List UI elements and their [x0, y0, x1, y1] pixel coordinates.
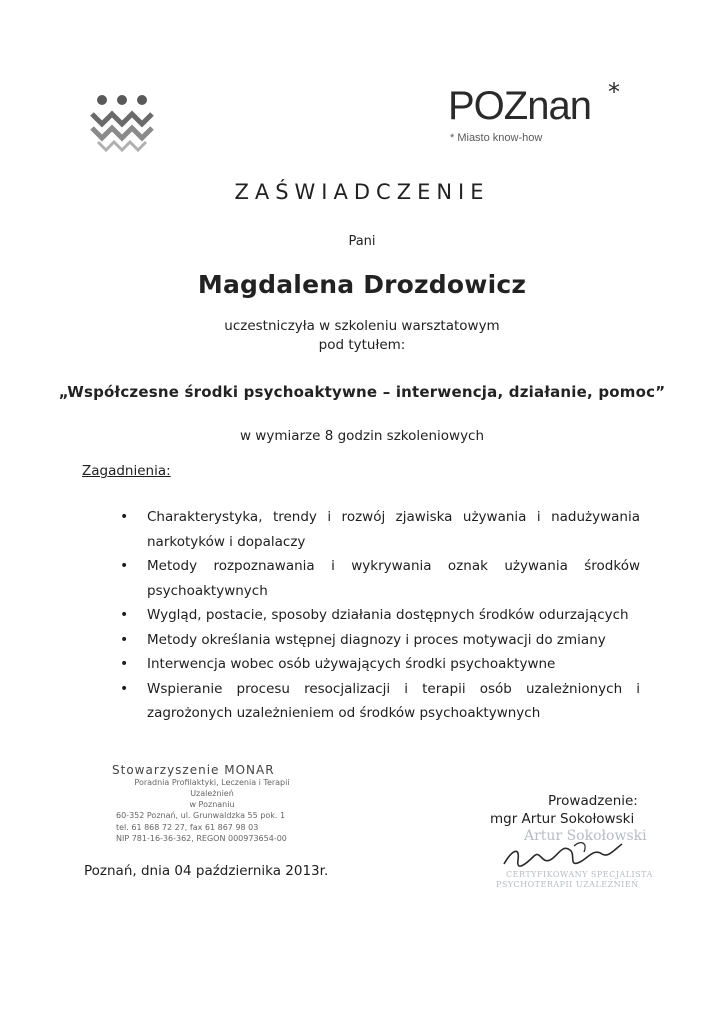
- list-item: • Metody określania wstępnej diagnozy i proces motywacji do zmiany: [120, 628, 640, 653]
- document-title: ZAŚWIADCZENIE: [234, 180, 490, 204]
- topics-heading: Zagadnienia:: [82, 463, 171, 479]
- stamp-certification-2: PSYCHOTERAPII UZALEŻNIEŃ: [496, 880, 639, 889]
- organization-logo-icon: [88, 92, 156, 152]
- participation-text: [0, 317, 724, 355]
- list-item: • Wspieranie procesu resocjalizacji i terapii osób uzależnionych i zagrożonych uzależnieniem od środków psychoaktywnych: [120, 677, 640, 726]
- city-slogan: * Miasto know-how: [450, 132, 543, 144]
- stamp-line-2: w Poznaniu: [189, 800, 235, 809]
- topics-list: [120, 505, 640, 726]
- issue-date: Poznań, dnia 04 października 2013r.: [84, 863, 329, 879]
- city-logo: [440, 80, 640, 150]
- stamp-line-5: NIP 781-16-36-362, REGON 000973654-00: [116, 834, 287, 843]
- stamp-line-1: Poradnia Profilaktyki, Leczenia i Terapii Uzależnień: [134, 778, 290, 798]
- city-name: POZnan: [448, 84, 591, 128]
- list-item: • Wygląd, postacie, sposoby działania dostępnych środków odurzających: [120, 603, 640, 628]
- list-item: • Interwencja wobec osób używających środki psychoaktywne: [120, 652, 640, 677]
- stamp-line-4: tel. 61 868 72 27, fax 61 867 98 03: [116, 822, 259, 832]
- course-title: „Współczesne środki psychoaktywne – interwencja, działanie, pomoc”: [58, 383, 666, 401]
- stamp-signer-name: Artur Sokołowski: [524, 828, 647, 844]
- city-star-icon: *: [608, 78, 620, 106]
- training-hours: w wymiarze 8 godzin szkoleniowych: [239, 428, 485, 444]
- leader-label: Prowadzenie:: [548, 793, 638, 809]
- signature-stamp: [484, 820, 664, 898]
- leader-name: mgr Artur Sokołowski: [490, 811, 635, 827]
- list-item: • Charakterystyka, trendy i rozwój zjawiska używania i nadużywania narkotyków i dopalaczy: [120, 505, 640, 554]
- list-item: • Metody rozpoznawania i wykrywania oznak używania środków psychoaktywnych: [120, 554, 640, 603]
- organizer-stamp: [112, 763, 332, 845]
- salutation: Pani: [348, 234, 376, 249]
- participation-line-2: pod tytułem:: [318, 337, 406, 353]
- stamp-organization: Stowarzyszenie MONAR: [112, 763, 275, 777]
- stamp-line-3: 60-352 Poznań, ul. Grunwaldzka 55 pok. 1: [116, 811, 286, 820]
- stamp-certification-1: CERTYFIKOWANY SPECJALISTA: [506, 870, 653, 879]
- recipient-name: Magdalena Drozdowicz: [197, 270, 527, 299]
- participation-line-1: uczestniczyła w szkoleniu warsztatowym: [224, 318, 500, 334]
- signature-scribble-icon: [484, 820, 664, 898]
